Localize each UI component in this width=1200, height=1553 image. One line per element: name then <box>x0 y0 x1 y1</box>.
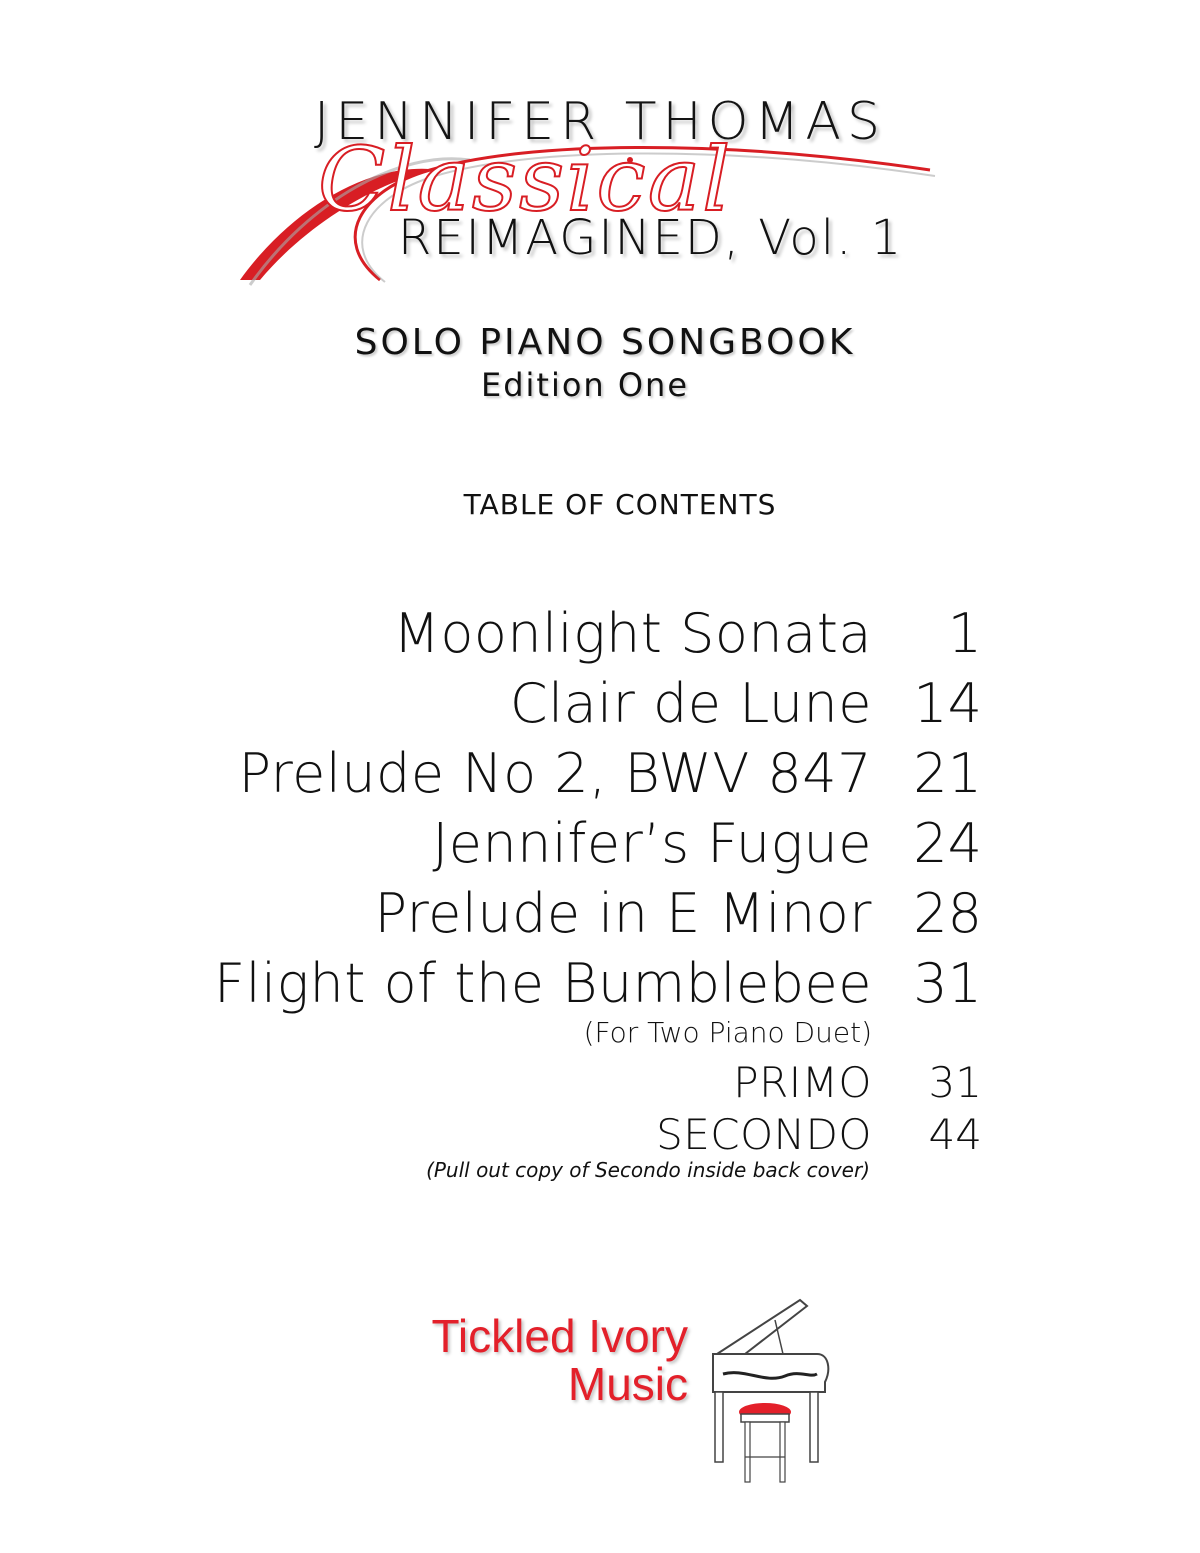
author-name: JENNIFER THOMAS <box>314 92 886 152</box>
toc-entry-title: Flight of the Bumblebee <box>214 952 872 1015</box>
toc-entry-page: 31 <box>913 952 982 1015</box>
grand-piano-icon <box>705 1292 835 1492</box>
toc-entry-title: Prelude in E Minor <box>374 882 872 945</box>
toc-entry-page: 21 <box>913 742 982 805</box>
toc-part-page: 31 <box>928 1058 982 1107</box>
toc-entry-page: 28 <box>913 882 982 945</box>
songbook-subtitle: SOLO PIANO SONGBOOK <box>354 322 856 363</box>
publisher-line-1: Tickled Ivory <box>431 1310 688 1362</box>
toc-entry-title: Jennifer’s Fugue <box>432 812 872 875</box>
secondo-footnote: (Pull out copy of Secondo inside back cover) <box>426 1158 870 1182</box>
edition-label: Edition One <box>480 366 690 404</box>
publisher-line-2: Music <box>567 1358 688 1410</box>
series-title: REIMAGINED, Vol. 1 <box>398 210 904 266</box>
toc-entry-title: Moonlight Sonata <box>393 602 872 665</box>
duet-note: (For Two Piano Duet) <box>583 1016 872 1049</box>
toc-part-title: SECONDO <box>656 1110 872 1159</box>
toc-entry-title: Clair de Lune <box>509 672 872 735</box>
publisher-name <box>388 1312 688 1408</box>
toc-entry-page: 14 <box>913 672 982 735</box>
classical-script: Classical <box>318 128 733 231</box>
toc-part-title: PRIMO <box>733 1058 872 1107</box>
toc-entry-title: Prelude No 2, BWV 847 <box>238 742 872 805</box>
toc-part-page: 44 <box>928 1110 982 1159</box>
toc-heading: TABLE OF CONTENTS <box>463 488 777 521</box>
toc-entry-page: 24 <box>913 812 982 875</box>
toc-entry-page: 1 <box>947 602 982 665</box>
